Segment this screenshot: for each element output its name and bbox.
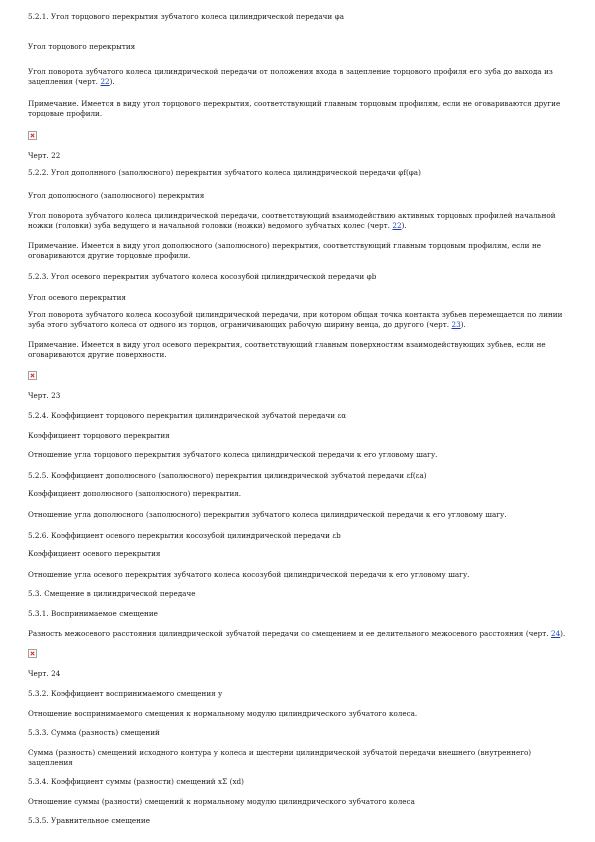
section-heading-5-3-3: 5.3.3. Сумма (разность) смещений (28, 728, 160, 737)
broken-image-icon (28, 131, 37, 140)
section-heading-5-3: 5.3. Смещение в цилиндрической передаче (28, 589, 196, 598)
figure-caption: Черт. 24 (28, 669, 61, 678)
note-paragraph: Примечание. Имеется в виду угол осевого перекрытия, соответствующий главным поверхностям взаимодействующих зубьев, если не оговариваются другие поверхности. (28, 340, 546, 359)
definition-paragraph: Сумма (разность) смещений исходного контура у колеса и шестерни цилиндрической зубчатой передачи внешнего (внутреннего) зацепления (28, 748, 532, 767)
definition-paragraph: Отношение угла осевого перекрытия зубчатого колеса косозубой цилиндрической передачи к его угловому шагу. (28, 570, 470, 579)
section-heading-5-3-5: 5.3.5. Уравнительное смещение (28, 816, 150, 825)
term-label: Угол дополюсного (заполюсного) перекрытия (28, 191, 205, 200)
figure-link-24[interactable]: 24 (551, 629, 561, 638)
term-label: Коэффициент дополюсного (заполюсного) перекрытия. (28, 489, 242, 498)
note-paragraph: Примечание. Имеется в виду угол торцового перекрытия, соответствующий главным торцовым профилям, если не оговариваются другие торцовые профили. (28, 99, 561, 118)
definition-paragraph: Отношение угла торцового перекрытия зубчатого колеса цилиндрической передачи к его угловому шагу. (28, 450, 438, 459)
definition-paragraph: Отношение угла дополюсного (заполюсного) перекрытия зубчатого колеса цилиндрической передачи к его угловому шагу. (28, 510, 507, 519)
section-heading-5-2-6: 5.2.6. Коэффициент осевого перекрытия косозубой цилиндрической передачи εb (28, 531, 341, 540)
section-heading-5-2-4: 5.2.4. Коэффициент торцового перекрытия цилиндрической зубчатой передачи εα (28, 411, 347, 420)
definition-paragraph: Разность межосевого расстояния цилиндрической зубчатой передачи со смещением и ее делительного межосевого расстояния (черт. 24). (28, 629, 566, 638)
section-heading-5-2-2: 5.2.2. Угол дополнного (заполюсного) перекрытия зубчатого колеса цилиндрической передачи φf(φа) (28, 168, 421, 177)
figure-link-23[interactable]: 23 (451, 320, 461, 329)
term-label: Коэффициент торцового перекрытия (28, 431, 170, 440)
figure-link-22[interactable]: 22 (392, 221, 402, 230)
definition-paragraph: Угол поворота зубчатого колеса косозубой цилиндрической передачи, при котором общая точка контакта зубьев перемещается по линии зуба этого зубчатого колеса от одного из торцов, ограничивающих рабочую ширину венца, до другого (черт. 23). (28, 310, 563, 329)
figure-link-22[interactable]: 22 (100, 77, 110, 86)
note-paragraph: Примечание. Имеется в виду угол дополюсного (заполюсного) перекрытия, соответствующий главным торцовым профилям, если не оговариваются другие торцовые профили. (28, 241, 542, 260)
figure-caption: Черт. 23 (28, 391, 61, 400)
section-heading-5-3-1: 5.3.1. Воспринимаемое смещение (28, 609, 158, 618)
section-heading-5-3-4: 5.3.4. Коэффициент суммы (разности) смещений xΣ (xd) (28, 777, 244, 786)
term-label: Угол торцового перекрытия (28, 42, 136, 51)
definition-paragraph: Угол поворота зубчатого колеса цилиндрической передачи, соответствующий взаимодействию активных торцовых профилей начальной ножки (головки) зуба ведущего и начальной головки (ножки) ведомого зубчатых колес (черт. 22). (28, 211, 556, 230)
definition-paragraph: Угол поворота зубчатого колеса цилиндрической передачи от положения входа в зацепление торцового профиля его зуба до выхода из зацепления (черт. 22). (28, 67, 553, 86)
figure-caption: Черт. 22 (28, 151, 61, 160)
section-heading-5-2-1: 5.2.1. Угол торцового перекрытия зубчатого колеса цилиндрической передачи φа (28, 12, 344, 21)
broken-image-icon (28, 649, 37, 658)
definition-paragraph: Отношение воспринимаемого смещения к нормальному модулю цилиндрического зубчатого колеса. (28, 709, 418, 718)
term-label: Угол осевого перекрытия (28, 293, 126, 302)
broken-image-icon (28, 371, 37, 380)
section-heading-5-3-2: 5.3.2. Коэффициент воспринимаемого смещения y (28, 689, 223, 698)
section-heading-5-2-5: 5.2.5. Коэффициент дополюсного (заполюсного) перекрытия цилиндрической зубчатой передачи εf(εа) (28, 471, 427, 480)
term-label: Коэффициент осевого перекрытия (28, 549, 161, 558)
section-heading-5-2-3: 5.2.3. Угол осевого перекрытия зубчатого колеса косозубой цилиндрической передачи φb (28, 272, 377, 281)
definition-paragraph: Отношение суммы (разности) смещений к нормальному модулю цилиндрического зубчатого колеса (28, 797, 415, 806)
